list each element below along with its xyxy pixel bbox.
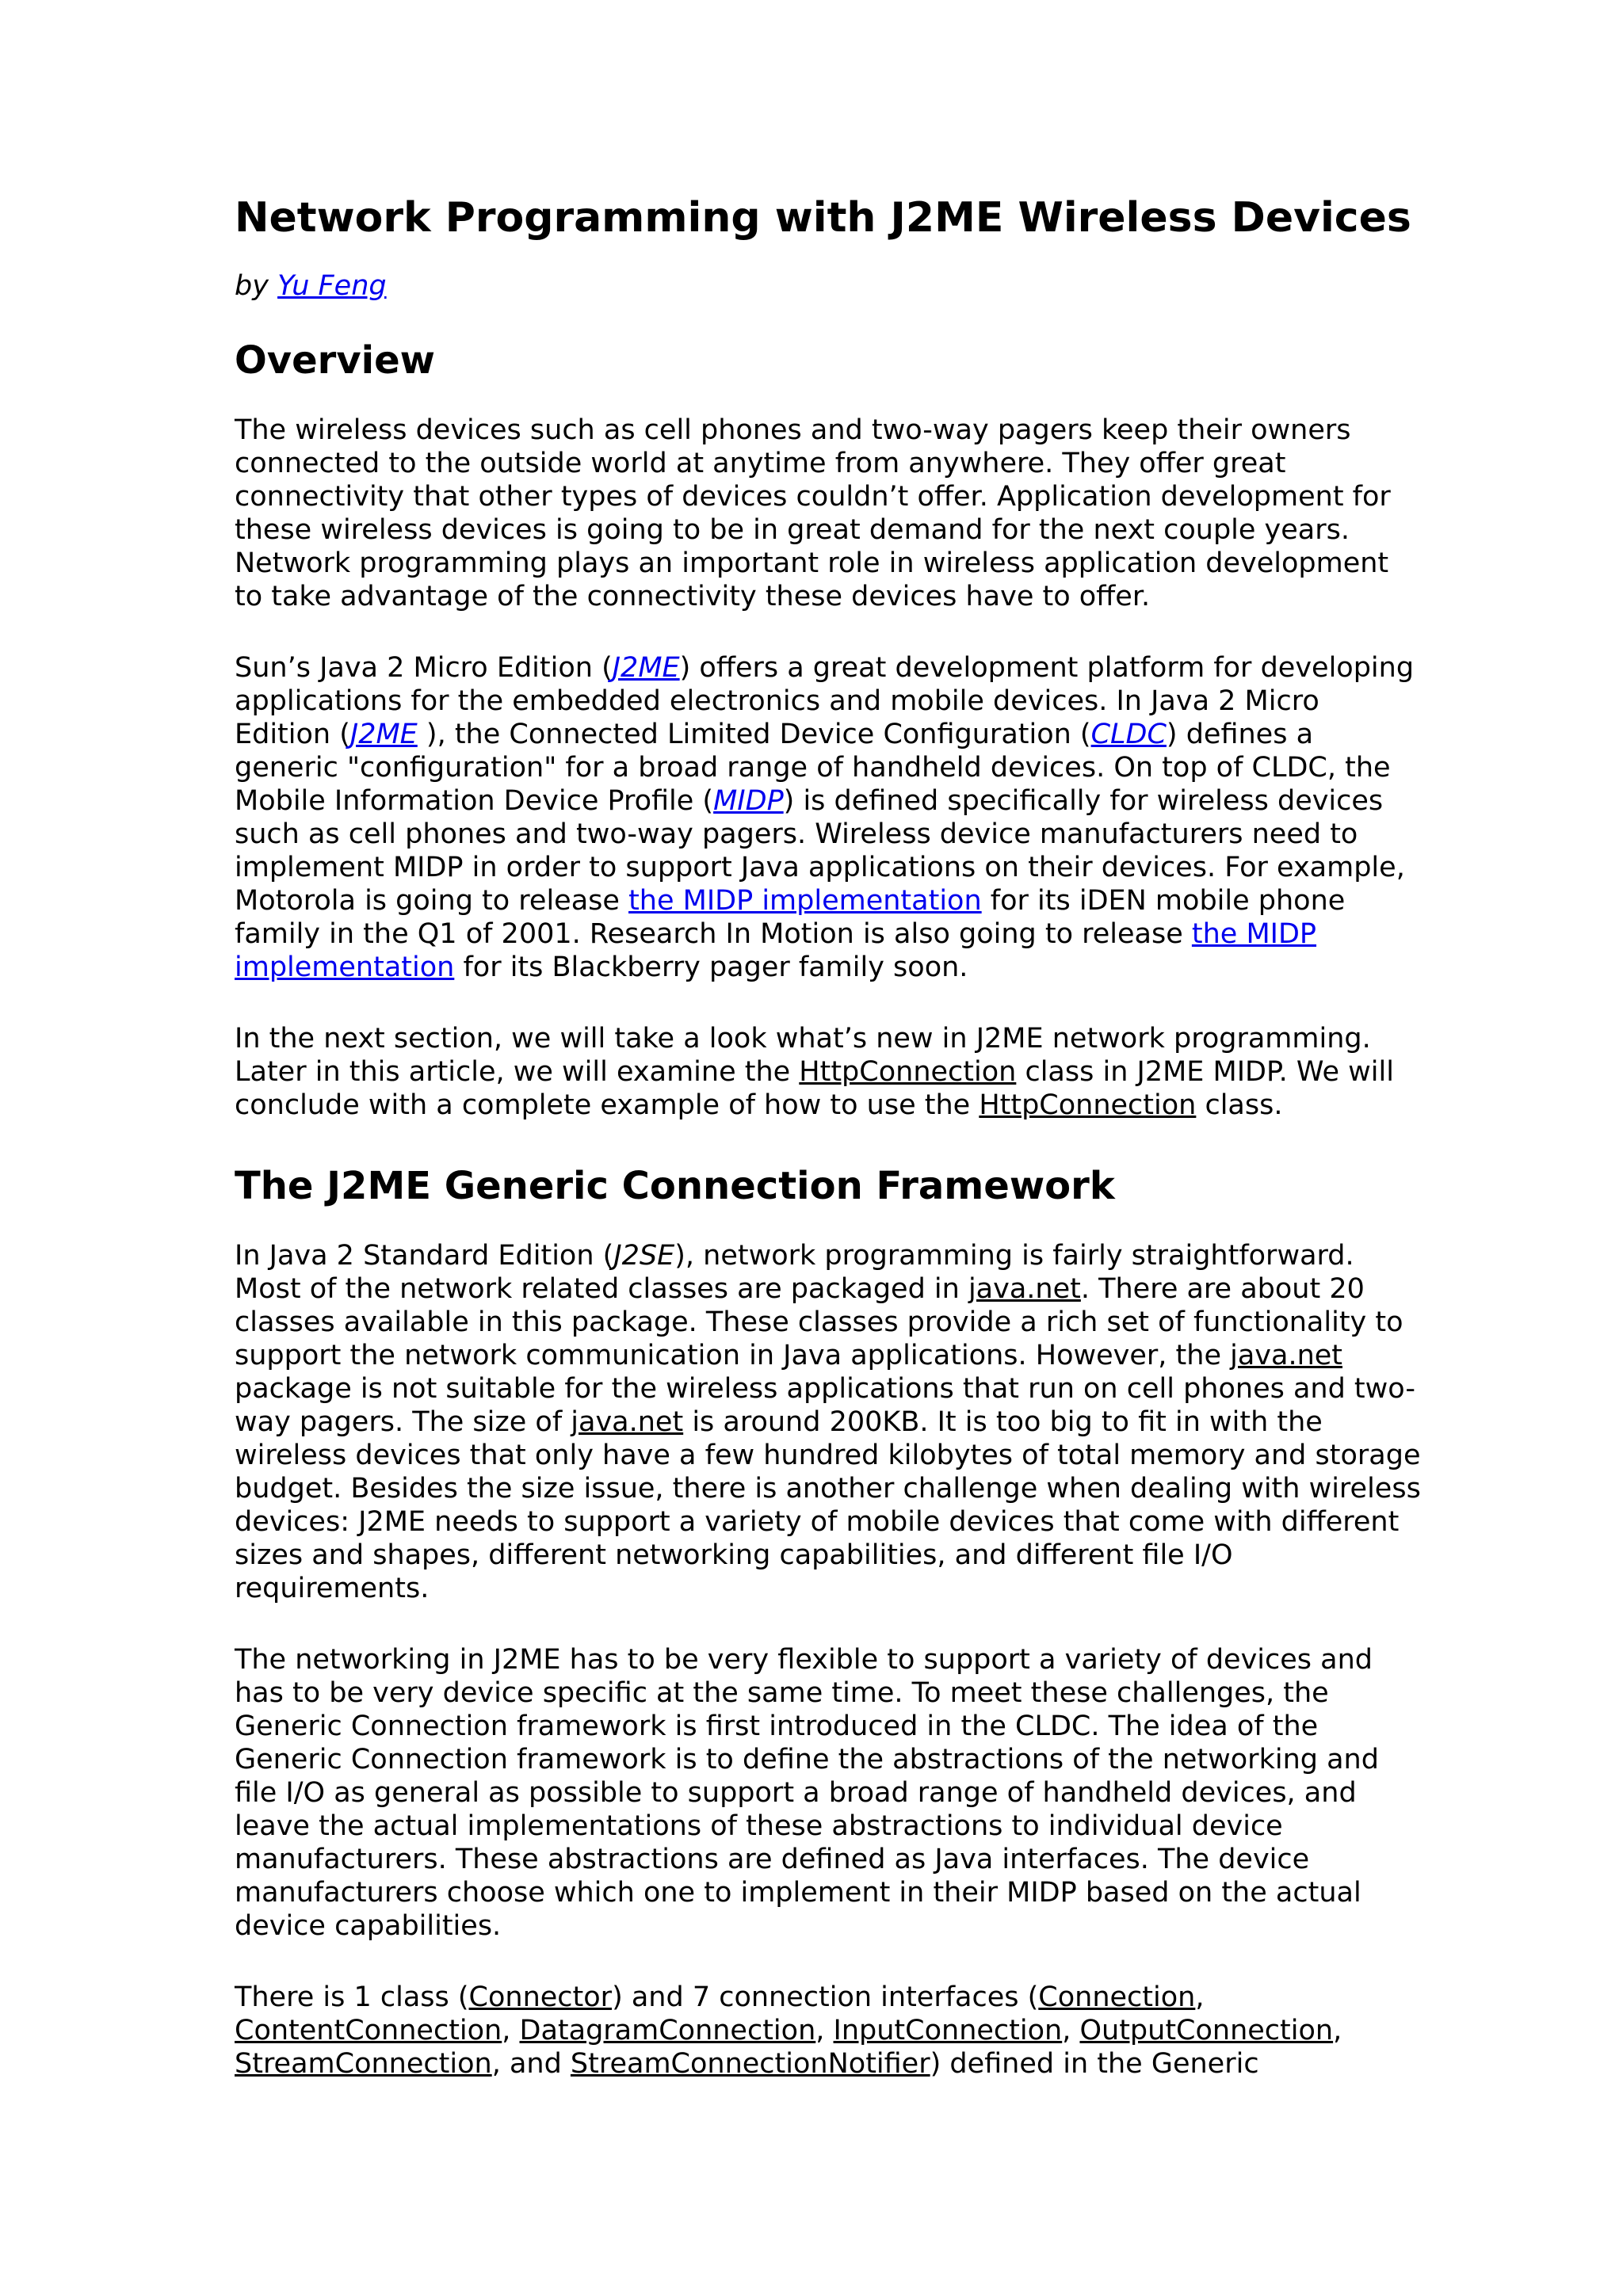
rim-midp-implementation-link[interactable]: the MIDP implementation (235, 918, 1317, 983)
motorola-midp-implementation-link[interactable]: the MIDP implementation (628, 885, 982, 917)
code-java-net-2: java.net (1230, 1340, 1343, 1371)
author-link[interactable]: Yu Feng (277, 270, 387, 302)
text-run: ), network programming is fairly straightforward. Most of the network related classes are packaged in (235, 1240, 1354, 1305)
code-datagramconnection: DatagramConnection (519, 2015, 816, 2046)
text-run: Sun’s Java 2 Micro Edition ( (235, 652, 613, 684)
text-run: ) and 7 connection interfaces ( (612, 1981, 1039, 2013)
heading-overview: Overview (235, 338, 435, 383)
code-httpconnection-2: HttpConnection (979, 1089, 1197, 1121)
byline (235, 269, 1423, 303)
overview-paragraph-3 (235, 1022, 1423, 1122)
code-connector: Connector (468, 1981, 613, 2013)
code-httpconnection: HttpConnection (799, 1056, 1017, 1088)
text-run: , (502, 2015, 520, 2046)
text-run: ), the Connected Limited Device Configuration ( (417, 719, 1091, 750)
byline-prefix: by (235, 270, 278, 302)
code-java-net: java.net (968, 1273, 1081, 1305)
document-page (235, 190, 1423, 2119)
code-connection: Connection (1038, 1981, 1196, 2013)
text-run: There is 1 class ( (235, 1981, 469, 2013)
text-run: class in J2ME MIDP. We will conclude with a complete example of how to use the (235, 1056, 1394, 1121)
code-java-net-3: java.net (571, 1406, 684, 1438)
text-run: , and (491, 2048, 571, 2080)
text-run: , (1062, 2015, 1080, 2046)
heading-generic-connection-framework: The J2ME Generic Connection Framework (235, 1164, 1115, 1208)
cldc-link[interactable]: CLDC (1090, 719, 1167, 750)
text-run: , (815, 2015, 834, 2046)
code-outputconnection: OutputConnection (1079, 2015, 1334, 2046)
page-title: Network Programming with J2ME Wireless Devices (235, 194, 1411, 242)
framework-paragraph-3 (235, 1981, 1423, 2081)
text-run: ) offers a great development platform for developing applications for the embedded electronics and mobile devices. In Java 2 Micro Edition ( (235, 652, 1415, 750)
text-run: ) is defined specifically for wireless devices such as cell phones and two-way pagers. Wireless device manufacturers need to implement MIDP in order to support Java applications on their devices. For example, Motorola is going to release (235, 785, 1405, 917)
text-run: , (1333, 2015, 1342, 2046)
text-run: ) defines a generic "configuration" for a broad range of handheld devices. On top of CLDC, the Mobile Information Device Profile ( (235, 719, 1391, 817)
text-run: In Java 2 Standard Edition ( (235, 1240, 614, 1272)
code-contentconnection: ContentConnection (235, 2015, 502, 2046)
j2se-term: J2SE (613, 1240, 675, 1272)
text-run: ) defined in the Generic (930, 2048, 1259, 2080)
text-run: for its iDEN mobile phone family in the Q1 of 2001. Research In Motion is also going to release (235, 885, 1346, 950)
text-run: , (1195, 1981, 1205, 2013)
code-inputconnection: InputConnection (833, 2015, 1063, 2046)
midp-link[interactable]: MIDP (713, 785, 784, 817)
text-run: for its Blackberry pager family soon. (454, 952, 968, 983)
text-run: . There are about 20 classes available in this package. These classes provide a rich set of functionality to support the network communication in Java applications. However, the (235, 1273, 1403, 1371)
text-run: package is not suitable for the wireless applications that run on cell phones and two-way pagers. The size of (235, 1373, 1415, 1438)
text-run: class. (1196, 1089, 1283, 1121)
code-streamconnectionnotifier: StreamConnectionNotifier (570, 2048, 930, 2080)
overview-paragraph-1: The wireless devices such as cell phones and two-way pagers keep their owners connected to the outside world at anytime from anywhere. They offer great connectivity that other types of devices couldn’t offer. Application development for these wireless devices is going to be in great demand for the next couple years. Network programming plays an important role in wireless application development to take advantage of the connectivity these devices have to offer. (235, 414, 1391, 612)
framework-paragraph-1 (235, 1239, 1423, 1605)
text-run: is around 200KB. It is too big to fit in with the wireless devices that only have a few hundred kilobytes of total memory and storage budget. Besides the size issue, there is another challenge when dealing with wireless devices: J2ME needs to support a variety of mobile devices that come with different sizes and shapes, different networking capabilities, and different file I/O requirements. (235, 1406, 1421, 1604)
code-streamconnection: StreamConnection (235, 2048, 492, 2080)
text-run: In the next section, we will take a look what’s new in J2ME network programming. Later in this article, we will examine the (235, 1023, 1371, 1088)
framework-paragraph-2: The networking in J2ME has to be very flexible to support a variety of devices and has to be very device specific at the same time. To meet these challenges, the Generic Connection framework is first introduced in the CLDC. The idea of the Generic Connection framework is to define the abstractions of the networking and file I/O as general as possible to support a broad range of handheld devices, and leave the actual implementations of these abstractions to individual device manufacturers. These abstractions are defined as Java interfaces. The device manufacturers choose which one to implement in their MIDP based on the actual device capabilities. (235, 1644, 1379, 1942)
overview-paragraph-2 (235, 651, 1423, 984)
j2me-link-2[interactable]: J2ME (349, 719, 418, 750)
j2me-link[interactable]: J2ME (612, 652, 680, 684)
